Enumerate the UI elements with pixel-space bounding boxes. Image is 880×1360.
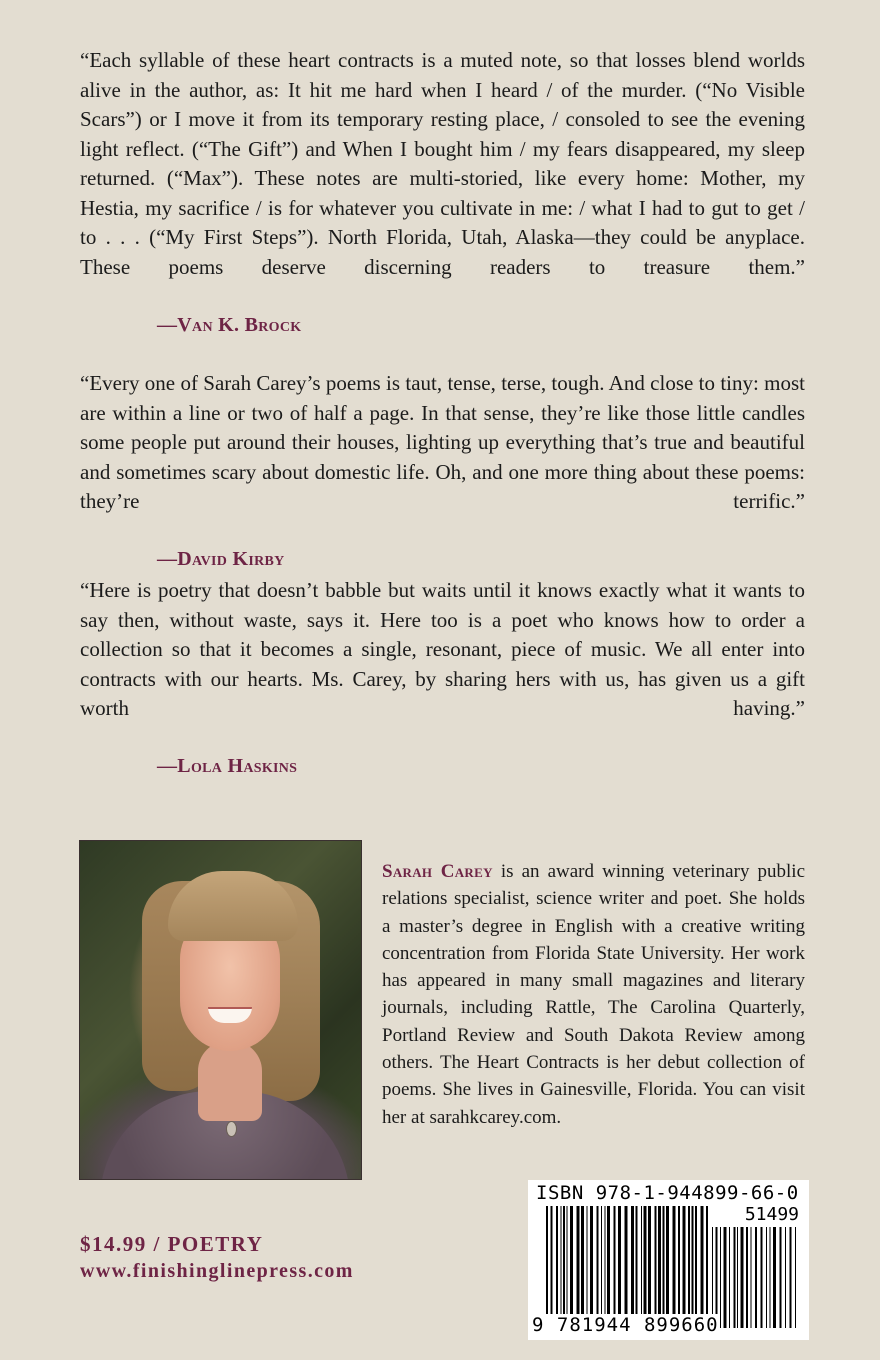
barcode-bar — [766, 1227, 767, 1328]
barcode-bar — [755, 1227, 757, 1328]
barcode-bar — [663, 1206, 665, 1328]
blurb-quote: “Here is poetry that doesn’t babble but waits until it knows exactly what it wants to say then, without waste, says it. Here too is a poet who knows how to order a collection so that it becomes a single, resonant, piece of music. We all enter into contracts with our hearts. Ms. Carey, by sharing hers with us, has given us a gift worth having.” — [80, 578, 805, 720]
publisher-url[interactable]: www.finishinglinepress.com — [80, 1260, 354, 1282]
blurb-attribution: —Lola Haskins — [157, 755, 298, 777]
barcode-bar — [729, 1227, 730, 1328]
barcode-bar — [678, 1206, 680, 1328]
barcode-bar — [720, 1227, 721, 1328]
barcode-bar — [614, 1206, 616, 1328]
barcode-bar — [790, 1227, 792, 1328]
isbn-barcode — [528, 1180, 809, 1340]
barcode-bar — [567, 1206, 568, 1328]
barcode-price-code: 51499 — [744, 1204, 799, 1225]
barcode-bar — [601, 1206, 602, 1328]
barcode-bar — [658, 1206, 661, 1328]
barcode-bar — [556, 1206, 558, 1328]
barcode-bar — [780, 1227, 782, 1328]
barcode-bar — [607, 1206, 610, 1328]
barcode-bar — [546, 1206, 548, 1328]
barcode-bar — [625, 1206, 628, 1328]
barcode-bar — [631, 1206, 634, 1328]
barcode-bar — [673, 1206, 676, 1328]
blurb-attribution: —Van K. Brock — [157, 313, 302, 336]
blurb-quote: “Each syllable of these heart contracts is a muted note, so that losses blend worlds alive in the author, as: It hit me hard when I heard / of the murder. (“No Visible Scars”) or I move it from its temporary resting place, / consoled to see the evening light reflect. (“The Gift”) and When I bought him / my fears disappeared, my sleep returned. (“Max”). These notes are multi-storied, like every home: Mother, my Hestia, my sacrifice / is for whatever you cultivate in me: / what I had to gut to get / to . . . (“My First Steps”). North Florida, Utah, Alaska—they could be anyplace. These poems deserve discerning readers to treasure them.” — [80, 48, 805, 279]
barcode-bar — [770, 1227, 771, 1328]
barcode-bar — [751, 1227, 752, 1328]
author-name: Sarah Carey — [382, 861, 493, 882]
barcode-bar — [590, 1206, 593, 1328]
author-bio-text: is an award winning veterinary public relations specialist, science writer and poet. She holds a master’s degree in English with a creative writing concentration from Florida State University. Her work has appeared in many small magazines and literary journals, including Rattle, The Carolina Quarterly, Portland Review and South Dakota Review among others. The Heart Contracts is her debut collection of poems. She lives in Gainesville, Florida. You can visit her at sarahkcarey.com. — [382, 861, 805, 1128]
barcode-bar — [746, 1227, 748, 1328]
barcode-bar — [648, 1206, 651, 1328]
addon-barcode-bars — [712, 1227, 800, 1328]
barcode-bar — [761, 1227, 763, 1328]
barcode-bar — [785, 1227, 786, 1328]
barcode-bar — [636, 1206, 638, 1328]
barcode-bar — [561, 1206, 562, 1328]
barcode-bar — [773, 1227, 776, 1328]
barcode-bar — [724, 1227, 727, 1328]
price-category: $14.99 / POETRY — [80, 1232, 264, 1256]
barcode-bar — [551, 1206, 553, 1328]
ean-barcode-bars — [546, 1206, 710, 1328]
photo-neck — [198, 1041, 262, 1121]
barcode-bar — [644, 1206, 647, 1328]
barcode-bar — [734, 1227, 736, 1328]
isbn-label: ISBN 978-1-944899-66-0 — [536, 1182, 799, 1204]
barcode-bar — [618, 1206, 621, 1328]
blurb-attribution: —David Kirby — [157, 548, 285, 570]
barcode-bar — [563, 1206, 565, 1328]
barcode-bar — [597, 1206, 599, 1328]
barcode-bar — [695, 1206, 697, 1328]
barcode-bar — [795, 1227, 796, 1328]
barcode-bar — [706, 1206, 708, 1328]
ean-digits: 9 781944 899660 — [532, 1314, 719, 1336]
blurb-lola-haskins — [80, 576, 805, 778]
blurb-van-k-brock — [80, 46, 805, 337]
blurb-quote: “Every one of Sarah Carey’s poems is taut, tense, terse, tough. And close to tiny: most are within a line or two of half a page. In that sense, they’re like those little candles some people put around their houses, lighting up everything that’s true and beautiful and sometimes scary about domestic life. Oh, and one more thing about these poems: they’re terrific.” — [80, 371, 805, 513]
barcode-bar — [692, 1206, 694, 1328]
barcode-bar — [581, 1206, 584, 1328]
barcode-bar — [712, 1227, 713, 1328]
barcode-bar — [577, 1206, 580, 1328]
barcode-bar — [666, 1206, 669, 1328]
barcode-bar — [701, 1206, 704, 1328]
barcode-bar — [587, 1206, 588, 1328]
barcode-bar — [655, 1206, 657, 1328]
photo-pendant — [226, 1121, 237, 1137]
blurb-david-kirby — [80, 369, 805, 571]
barcode-bar — [570, 1206, 573, 1328]
barcode-bar — [605, 1206, 606, 1328]
author-photo — [79, 840, 362, 1180]
barcode-bar — [683, 1206, 686, 1328]
barcode-bar — [737, 1227, 738, 1328]
barcode-bar — [716, 1227, 718, 1328]
barcode-bar — [641, 1206, 642, 1328]
barcode-bar — [741, 1227, 744, 1328]
barcode-bar — [688, 1206, 690, 1328]
author-bio — [382, 858, 805, 1131]
